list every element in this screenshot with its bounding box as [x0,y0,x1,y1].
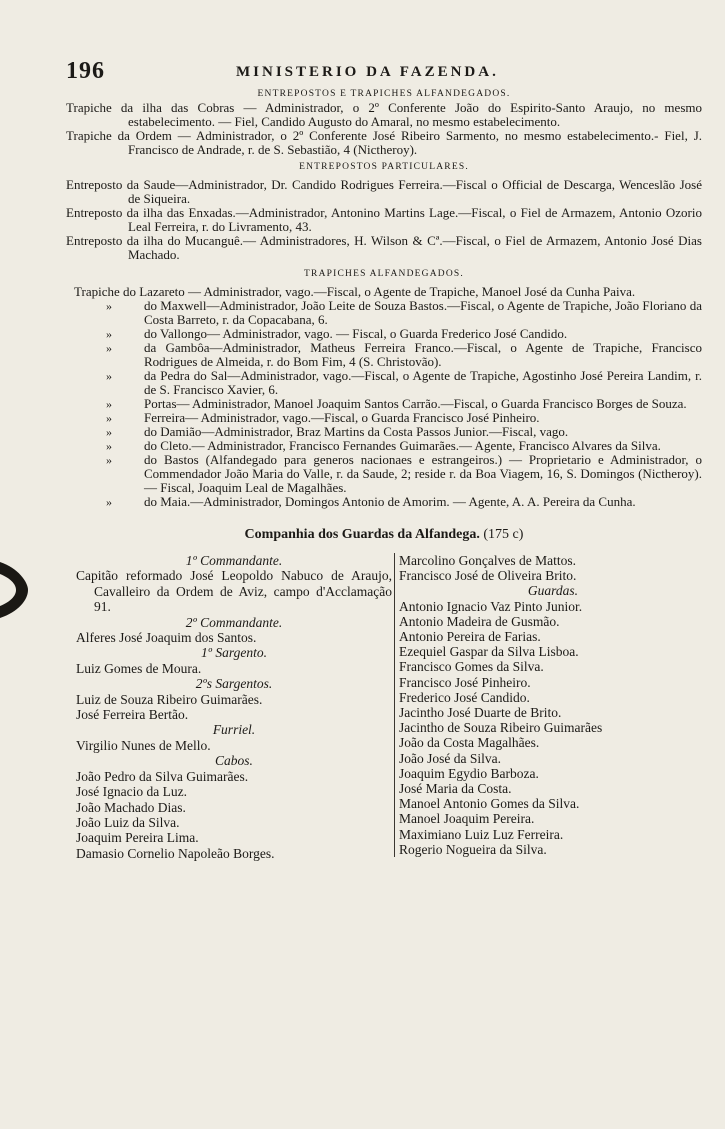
page [66,58,702,863]
company-title-text: Companhia dos Guardas da Alfandega. [244,527,480,542]
person: Frederico José Candido. [399,689,530,705]
person: João José da Silva. [399,750,501,766]
entry: do Maia.—Administrador, Domingos Antonio de Amorim. — Agente, A. A. Pereira da Cunha. [144,494,636,509]
entry: Entreposto da ilha do Mucanguê.— Administradores, H. Wilson & Cª.—Fiscal, o Fiel de Armazem, Antonio José Dias Machado. [66,233,702,262]
ditto-row [66,439,702,453]
person: Antonio Ignacio Vaz Pinto Junior. [399,598,583,614]
ditto-row [66,327,702,341]
entry: Entreposto da Saude—Administrador, Dr. Candido Rodrigues Ferreira.—Fiscal o Official de Descarga, Wenceslão José de Siqueira. [66,177,702,206]
ditto-mark: » [106,341,112,355]
ditto-mark: » [106,327,112,341]
ditto-mark: » [106,397,112,411]
role-heading: 2º Commandante. [185,614,283,630]
entry: Portas— Administrador, Manoel Joaquim Santos Carrão.—Fiscal, o Guarda Francisco Borges de Souza. [144,396,687,411]
ditto-row [66,299,702,327]
person: Antonio Madeira de Gusmão. [399,613,560,629]
roster-right-column [394,553,707,857]
company-count: (175 c) [483,527,524,542]
person: Antonio Pereira de Farias. [399,629,541,645]
entry: do Vallongo— Administrador, vago. — Fiscal, o Guarda Frederico José Candido. [144,326,568,341]
entry: do Damião—Administrador, Braz Martins da Costa Passos Junior.—Fiscal, vago. [144,424,569,439]
person: Francisco José Pinheiro. [399,674,531,690]
entry: Ferreira— Administrador, vago.—Fiscal, o Guarda Francisco José Pinheiro. [144,410,540,425]
section-title: TRAPICHES ALFANDEGADOS. [304,269,464,279]
ditto-entries [66,299,702,509]
page-number: 196 [66,58,105,84]
role-heading: Cabos. [215,753,253,769]
person: Luiz Gomes de Moura. [76,660,202,676]
page-header [66,58,702,88]
role-heading: 1º Commandante. [185,553,283,568]
person: João da Costa Magalhães. [399,735,540,751]
ditto-row [66,425,702,439]
company-title [66,527,702,543]
ditto-row [66,495,702,509]
person: Virgilio Nunes de Mello. [76,737,211,753]
person: Joaquim Pereira Lima. [76,830,199,846]
entry: Trapiche do Lazareto — Administrador, vago.—Fiscal, o Agente de Trapiche, Manoel José da Cunha Paiva. [74,284,636,299]
person: Francisco Gomes da Silva. [399,659,544,675]
section-title: ENTREPOSTOS PARTICULARES. [299,162,469,172]
person: Rogerio Nogueira da Silva. [399,841,547,857]
running-head: MINISTERIO DA FAZENDA. [236,64,499,80]
ditto-mark: » [106,369,112,383]
entry: da Pedra do Sal—Administrador, vago.—Fiscal, o Agente de Trapiche, Agostinho José Pereira Landim, r. de S. Francisco Xavier, 6. [144,368,702,397]
roster-left-column [76,553,392,861]
person: José Ignacio da Luz. [76,784,187,800]
ditto-row [66,411,702,425]
section-title: ENTREPOSTOS E TRAPICHES ALFANDEGADOS. [257,89,511,99]
entry: Trapiche da ilha das Cobras — Administrador, o 2º Conferente João do Espirito-Santo Araujo, no mesmo estabelecimento. — Fiel, Candido Augusto do Amaral, no mesmo estabelecimento. [66,100,702,129]
ditto-mark: » [106,425,112,439]
entry: do Bastos (Alfandegado para generos nacionaes e estrangeiros.) — Proprietario e Administrador, o Commendador João Maria do Valle, r. da Saude, 2; reside r. da Boa Viagem, 16, S. Domingos (Nictheroy). — Fiscal, Joaquim Leal de Magalhães. [144,452,702,495]
person: José Maria da Costa. [399,781,512,797]
binding-stain-mark [0,560,30,620]
person: Ezequiel Gaspar da Silva Lisboa. [399,644,579,660]
ditto-mark: » [106,453,112,467]
person: Jacintho de Souza Ribeiro Guimarães [399,720,603,736]
person: João Pedro da Silva Guimarães. [76,768,249,784]
person: José Ferreira Bertão. [76,707,189,723]
person: Joaquim Egydio Barboza. [399,765,539,781]
ditto-mark: » [106,439,112,453]
ditto-mark: » [106,495,112,509]
entry: Entreposto da ilha das Enxadas.—Administrador, Antonino Martins Lage.—Fiscal, o Fiel de Armazem, Antonio Ozorio Leal Ferreira, r. do Livramento, 43. [66,205,702,234]
person: Maximiano Luiz Luz Ferreira. [399,826,564,842]
company-roster [66,553,702,863]
role-heading: 2ºs Sargentos. [195,676,273,692]
ditto-row [66,369,702,397]
person: Manoel Joaquim Pereira. [399,811,535,827]
person: Capitão reformado José Leopoldo Nabuco de Araujo, Cavalleiro da Ordem de Aviz, campo d'Acclamação 91. [76,568,392,615]
ditto-mark: » [106,411,112,425]
ditto-row [66,453,702,495]
entry: do Maxwell—Administrador, João Leite de Souza Bastos.—Fiscal, o Agente de Trapiche, João Floriano da Costa Barreto, r. da Copacabana, 6. [144,298,702,327]
person: Damasio Cornelio Napoleão Borges. [76,845,275,861]
person: Manoel Antonio Gomes da Silva. [399,796,580,812]
person: Luiz de Souza Ribeiro Guimarães. [76,691,263,707]
role-heading: Guardas. [527,583,579,599]
ditto-row [66,397,702,411]
entry: da Gambôa—Administrador, Matheus Ferreira Franco.—Fiscal, o Agente de Trapiche, Francisco Rodrigues de Almeida, r. do Bom Fim, 4 (S. Christovão). [144,340,702,369]
person: João Luiz da Silva. [76,814,180,830]
role-heading: Furriel. [212,722,256,738]
ditto-mark: » [106,299,112,313]
entry: Trapiche da Ordem — Administrador, o 2º Conferente José Ribeiro Sarmento, no mesmo estabelecimento.- Fiel, J. Francisco de Andrade, r. de S. Sebastião, 4 (Nictheroy). [66,128,702,157]
person: Marcolino Gonçalves de Mattos. [399,553,576,568]
person: Alferes José Joaquim dos Santos. [76,630,257,646]
ditto-row [66,341,702,369]
person: Jacintho José Duarte de Brito. [399,705,562,721]
person: Francisco José de Oliveira Brito. [399,568,577,584]
person: João Machado Dias. [76,799,186,815]
entry: do Cleto.— Administrador, Francisco Fernandes Guimarães.— Agente, Francisco Alvares da Silva. [144,438,661,453]
role-heading: 1º Sargento. [201,645,267,661]
